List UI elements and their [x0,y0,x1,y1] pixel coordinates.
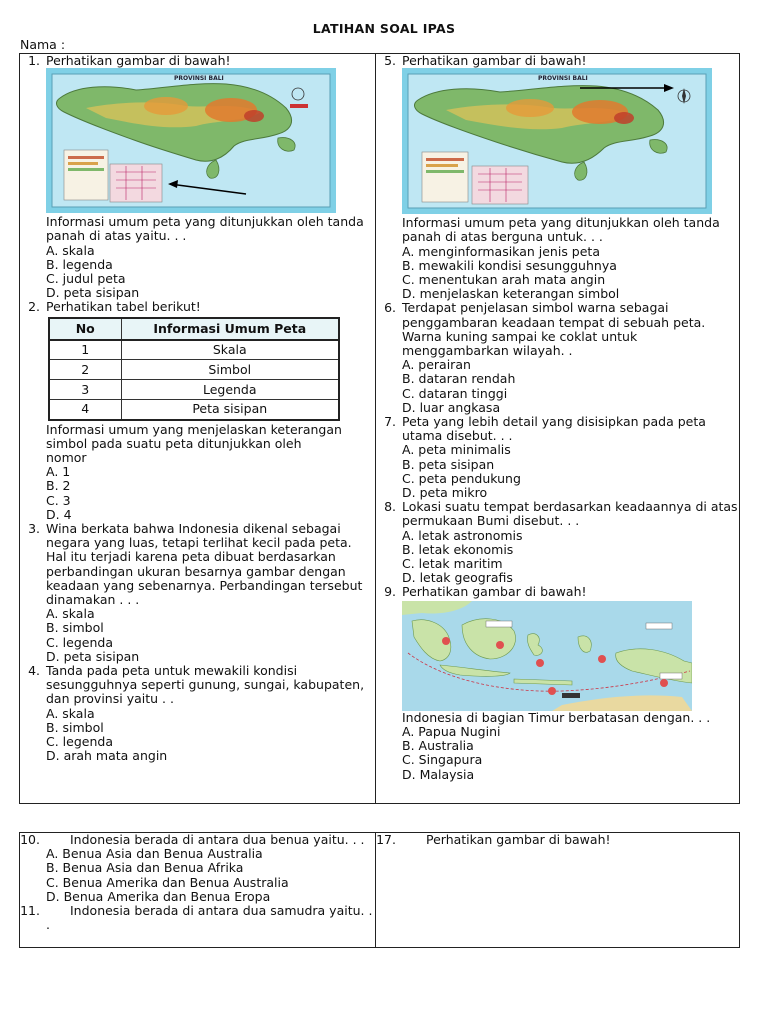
question-5: 5. Perhatikan gambar di bawah! [384,53,587,68]
option-8d: D. letak geografis [402,570,513,586]
question-1: 1. Perhatikan gambar di bawah! [28,53,231,68]
bali-map-image [402,68,712,214]
question-box-bottom [19,832,740,948]
option-1a: A. skala [46,242,95,258]
question-11: 11. Indonesia berada di antara dua samudra yaitu. . . [20,903,373,933]
option-8c: C. letak maritim [402,556,503,572]
option-10a: A. Benua Asia dan Benua Australia [46,846,263,862]
question-4: 4. Tanda pada peta untuk mewakili kondisi sesungguhnya seperti gunung, sungai, kabupaten, dan provinsi yaitu . . [28,663,365,707]
name-label: Nama : [20,37,66,52]
option-6d: D. luar angkasa [402,399,501,415]
right-column [376,833,740,947]
option-5a: A. menginformasikan jenis peta [402,243,600,259]
question-9: 9. Perhatikan gambar di bawah! [384,584,587,600]
question-6: 6. Terdapat penjelasan simbol warna sebagai penggambaran keadaan tempat di sebuah peta. Warna kuning sampai ke coklat untuk menggambarkan wilayah. . [384,300,706,359]
option-7a: A. peta minimalis [402,442,511,458]
question-17: 17. Perhatikan gambar di bawah! [376,832,611,847]
option-4a: A. skala [46,705,95,721]
option-5d: D. menjelaskan keterangan simbol [402,286,620,302]
table-header-row [49,318,339,340]
table-header-info: Informasi Umum Peta [121,318,339,340]
option-2d: D. 4 [46,506,72,522]
option-8b: B. letak ekonomis [402,541,514,557]
option-10c: C. Benua Amerika dan Benua Australia [46,874,289,890]
option-7c: C. peta pendukung [402,470,521,486]
question-2-stem: Informasi umum yang menjelaskan keterangan simbol pada suatu peta ditunjukkan oleh nomor [46,421,342,466]
map-title-label: PROVINSI BALI [538,75,588,83]
table-row: 3 Legenda [49,380,339,400]
option-7d: D. peta mikro [402,485,488,501]
option-3b: B. simbol [46,620,104,636]
table-row: 4 Peta sisipan [49,400,339,420]
question-9-stem: Indonesia di bagian Timur berbatasan dengan. . . [402,709,711,725]
right-column [376,54,740,803]
option-3d: D. peta sisipan [46,648,140,664]
left-column [20,833,375,947]
option-1b: B. legenda [46,256,113,272]
option-7b: B. peta sisipan [402,456,495,472]
table-row: 2 Simbol [49,360,339,380]
left-column [20,54,375,803]
question-3: 3. Wina berkata bahwa Indonesia dikenal sebagai negara yang luas, tetapi terlihat kecil pada peta. Hal itu terjadi karena peta dibuat berdasarkan perbandingan ukuran besarnya gambar dengan keadaan yang sebenarnya. Perbandingan tersebut dinamakan . . . [28,521,363,608]
info-table [48,317,340,421]
option-10d: D. Benua Amerika dan Benua Eropa [46,888,271,904]
option-8a: A. letak astronomis [402,527,523,543]
question-8: 8. Lokasi suatu tempat berdasarkan keadaannya di atas permukaan Bumi disebut. . . [384,499,738,529]
question-7: 7. Peta yang lebih detail yang disisipkan pada peta utama disebut. . . [384,414,706,444]
option-2b: B. 2 [46,478,71,494]
option-9d: D. Malaysia [402,766,475,782]
indonesia-map-image [402,601,692,711]
question-2: 2. Perhatikan tabel berikut! [28,299,201,315]
table-header-no: No [49,318,121,340]
option-1c: C. judul peta [46,271,126,287]
question-box-top [19,53,740,804]
question-5-stem: Informasi umum peta yang ditunjukkan oleh tanda panah di atas berguna untuk. . . [402,215,720,245]
option-1d: D. peta sisipan [46,285,140,301]
page-title: LATIHAN SOAL IPAS [312,21,456,36]
option-6a: A. perairan [402,357,471,373]
option-10b: B. Benua Asia dan Benua Afrika [46,860,244,876]
map-title-label: PROVINSI BALI [174,75,224,83]
option-4c: C. legenda [46,734,113,750]
option-6b: B. dataran rendah [402,371,516,387]
option-6c: C. dataran tinggi [402,385,508,401]
question-10: 10. Indonesia berada di antara dua benua yaitu. . . [20,832,365,847]
option-9c: C. Singapura [402,752,483,768]
option-3a: A. skala [46,606,95,622]
option-4d: D. arah mata angin [46,748,168,764]
option-2a: A. 1 [46,464,71,480]
option-4b: B. simbol [46,719,104,735]
option-9a: A. Papua Nugini [402,723,501,739]
option-5b: B. mewakili kondisi sesungguhnya [402,257,617,273]
option-9b: B. Australia [402,738,474,754]
bali-map-image [46,68,336,213]
question-1-stem: Informasi umum peta yang ditunjukkan oleh tanda panah di atas yaitu. . . [46,214,364,244]
table-row: 1 Skala [49,340,339,360]
option-2c: C. 3 [46,492,71,508]
option-5c: C. menentukan arah mata angin [402,272,606,288]
option-3c: C. legenda [46,634,113,650]
